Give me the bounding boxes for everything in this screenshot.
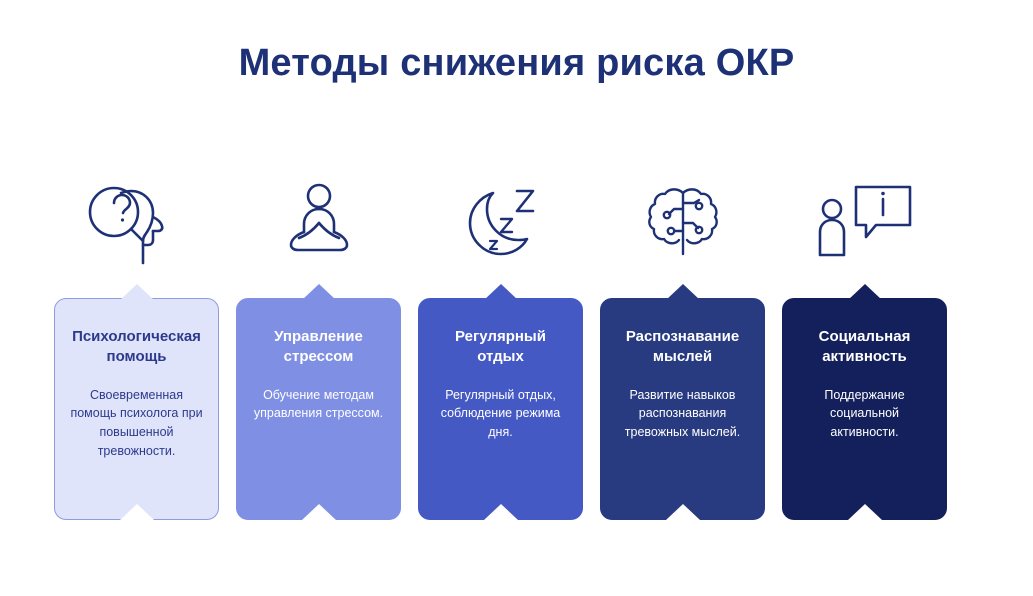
- card-title: Социальная активность: [818, 328, 911, 366]
- card-body: Регулярный отдых, соблюдение режима дня.: [440, 387, 561, 439]
- card-column-3: [418, 160, 583, 520]
- card-body: Обучение методам управления стрессом.: [253, 387, 384, 421]
- info-card-2[interactable]: [236, 298, 401, 520]
- info-card-3[interactable]: [418, 298, 583, 520]
- person-speech-bubble-icon: [782, 160, 947, 290]
- info-card-5[interactable]: [782, 298, 947, 520]
- card-body: Поддержание социальной активности.: [824, 387, 905, 439]
- card-body: Своевременная помощь психолога при повышенной тревожности.: [70, 387, 203, 458]
- brain-circuit-icon: [600, 160, 765, 290]
- moon-sleep-icon: [418, 160, 583, 290]
- card-title: Регулярный отдых: [455, 328, 546, 366]
- card-column-4: [600, 160, 765, 520]
- page-title: Методы снижения риска ОКР: [238, 42, 795, 84]
- meditation-person-icon: [236, 160, 401, 290]
- card-column-2: [236, 160, 401, 520]
- cards-row: [54, 160, 994, 520]
- card-column-5: [782, 160, 947, 520]
- card-notch: [120, 504, 154, 520]
- card-notch: [666, 504, 700, 520]
- card-notch: [484, 504, 518, 520]
- card-body: Развитие навыков распознавания тревожных мыслей.: [624, 387, 741, 439]
- card-title: Распознавание мыслей: [625, 328, 740, 366]
- card-notch: [302, 504, 336, 520]
- card-title: Психологическая помощь: [72, 328, 201, 366]
- card-title: Управление стрессом: [274, 328, 363, 366]
- info-card-4[interactable]: [600, 298, 765, 520]
- head-question-icon: [54, 160, 219, 290]
- card-column-1: [54, 160, 219, 520]
- info-card-1[interactable]: [54, 298, 219, 520]
- card-notch: [848, 504, 882, 520]
